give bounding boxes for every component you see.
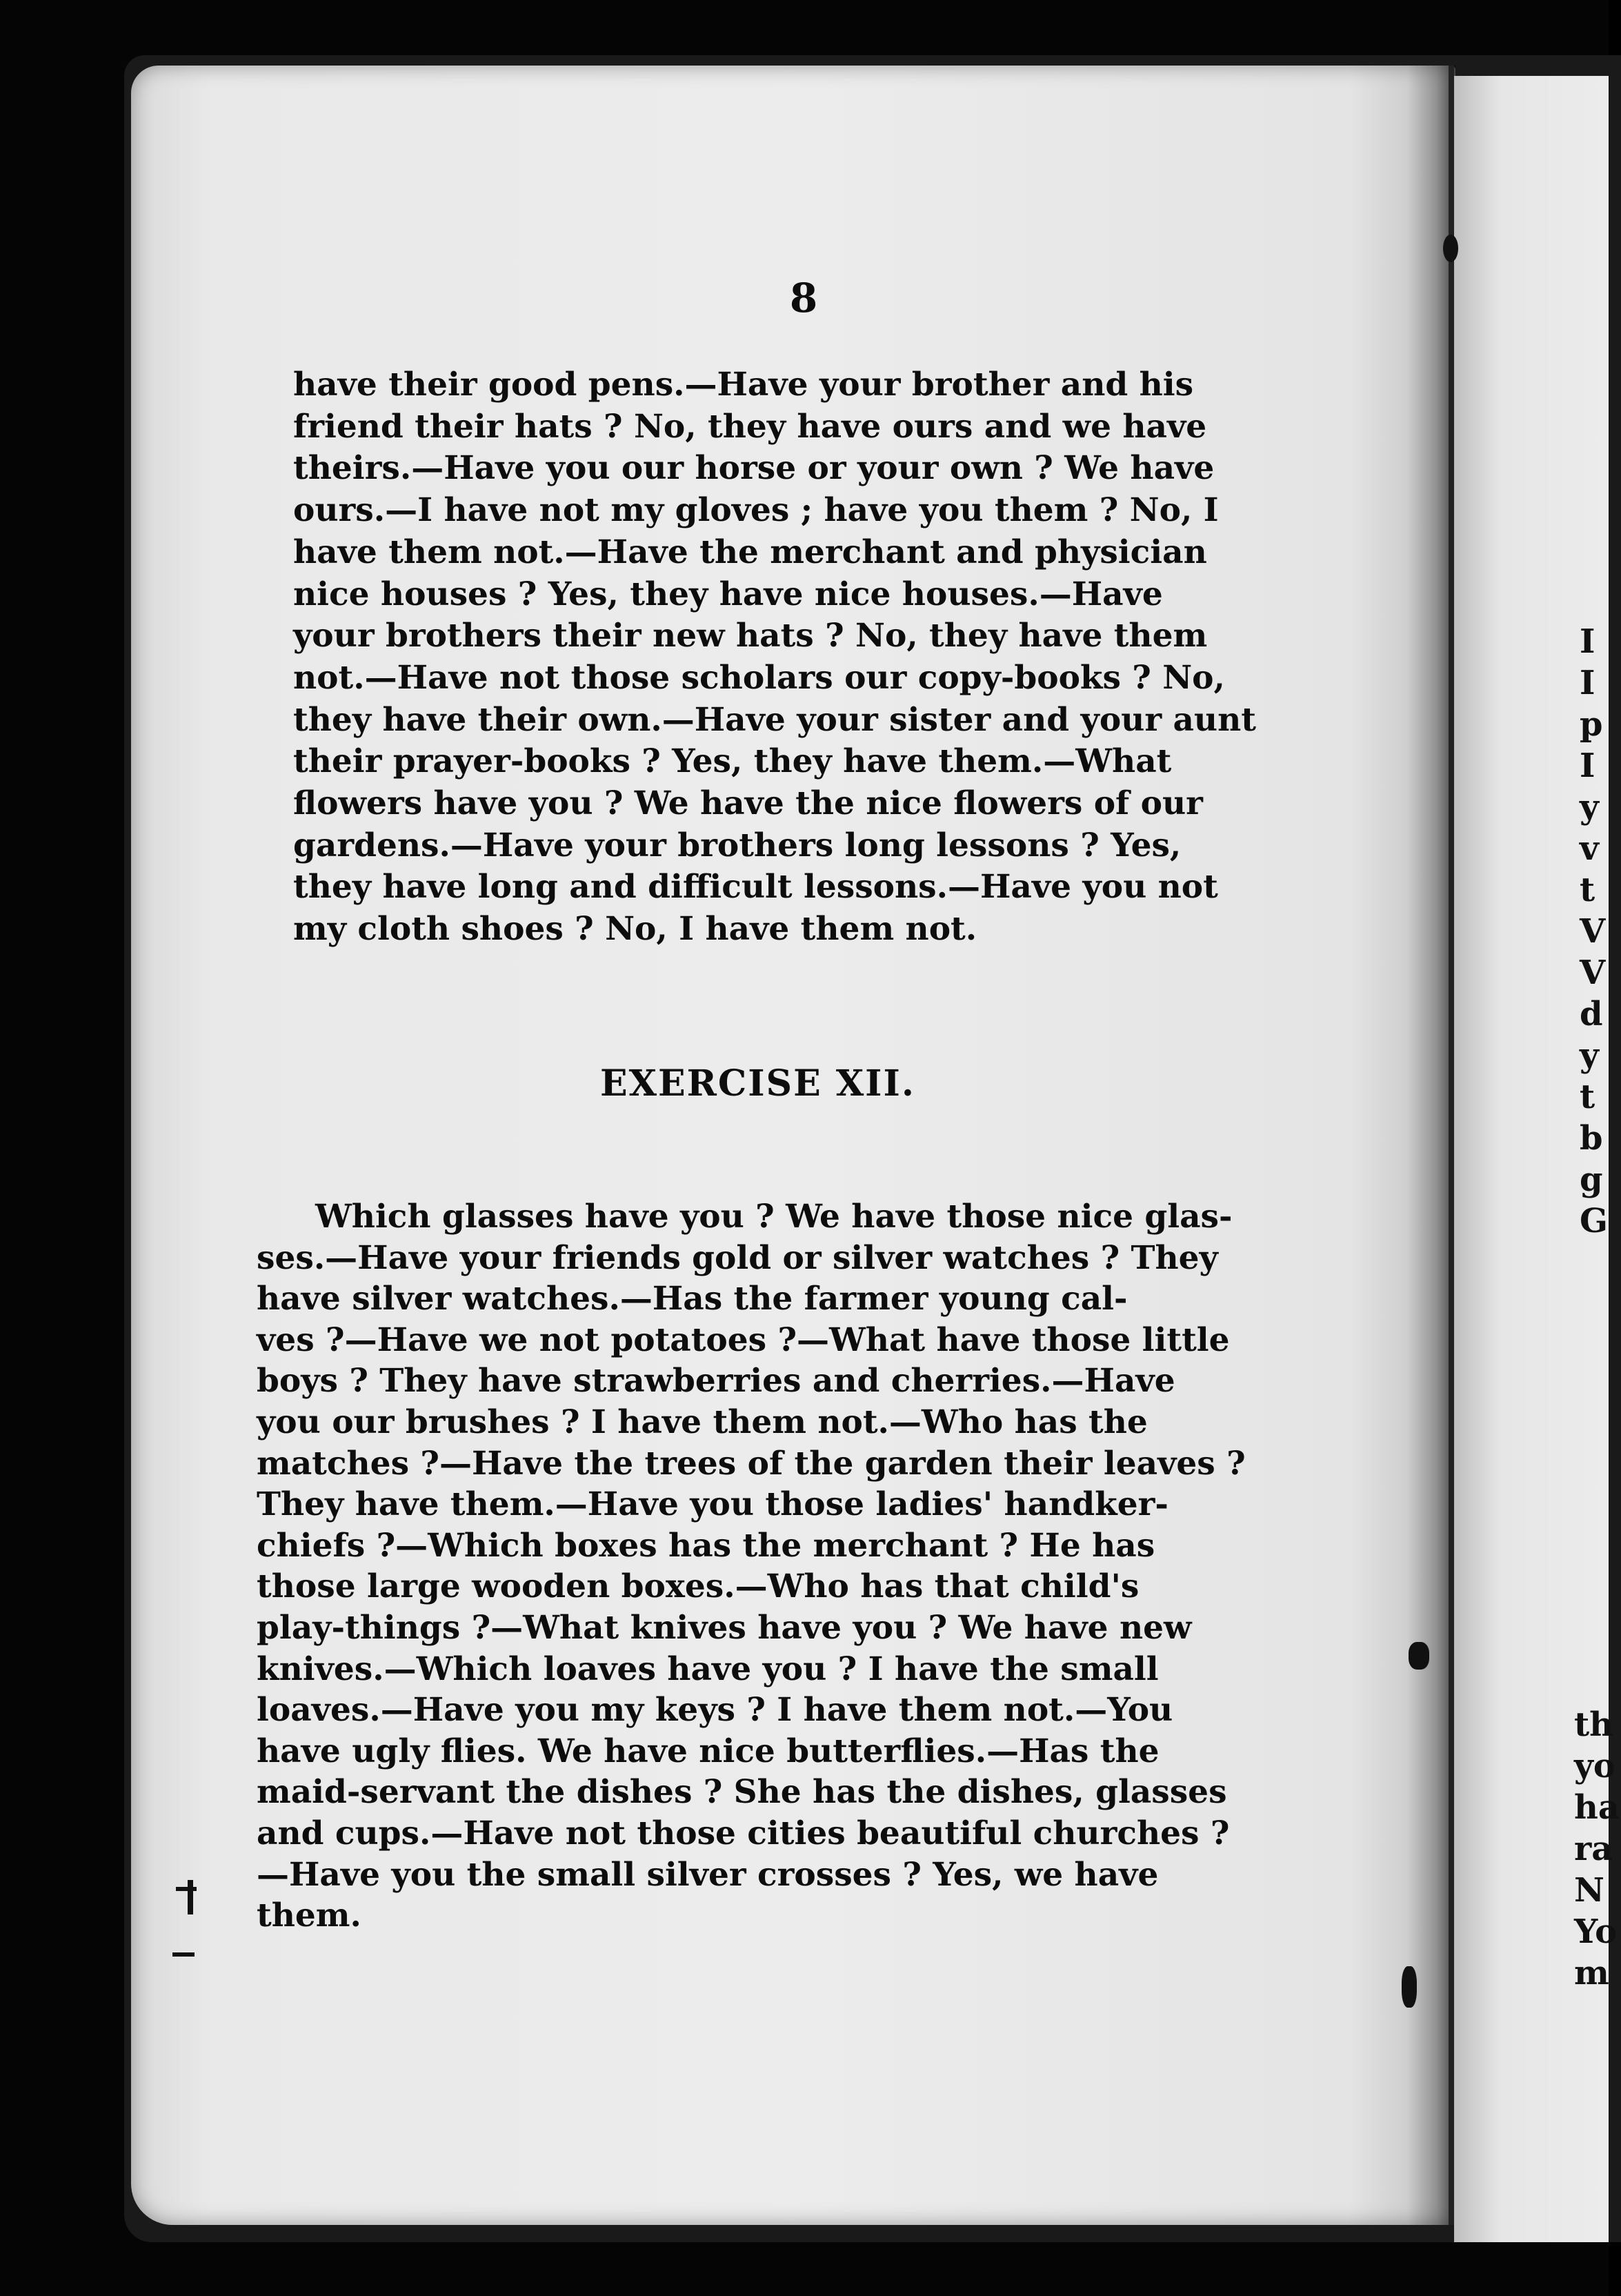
ink-mark-left-2 — [188, 1880, 193, 1914]
adjacent-page-fragments-top: I I p I y v t V V d y t b g G — [1580, 622, 1608, 1240]
ink-mark-left-1 — [176, 1887, 197, 1891]
exercise-heading: EXERCISE XII. — [600, 1062, 915, 1105]
paragraph-2: Which glasses have you ? We have those nice glas- ses.—Have your friends gold or silver watches ? They have silver watches.—Has the farmer young cal- ves ?—Have we not potatoes ?—What have those little boys ? They have strawberries and cherries.—Have you our brushes ? I have them not.—Who has the matches ?—Have the trees of the garden their leaves ? They have them.—Have you those ladies' handker- chiefs ?—Which boxes has the merchant ? He has those large wooden boxes.—Who has that child's play-things ?—What knives have you ? We have new knives.—Which loaves have you ? I have the small loaves.—Have you my keys ? I have them not.—You have ugly flies. We have nice butterflies.—Has the maid-servant the dishes ? She has the dishes, glasses and cups.—Have not those cities beautiful churches ? —Have you the small silver crosses ? Yes, we have them. — [257, 1198, 1246, 1935]
spine-notch-bottom — [1402, 1966, 1417, 2008]
adjacent-page-fragments-bottom: th yo ha ra N Yo m — [1574, 1705, 1620, 1992]
spine-notch-mid — [1409, 1642, 1429, 1670]
page-number: 8 — [789, 275, 818, 321]
paragraph-1: have their good pens.—Have your brother and his friend their hats ? No, they have ours and we have theirs.—Have you our horse or your own ? We have ours.—I have not my gloves ; have you them ? No, I have them not.—Have the merchant and physician nice houses ? Yes, they have nice houses.—Have your brothers their new hats ? No, they have them not.—Have not those scholars our copy-books ? No, they have their own.—Have your sister and your aunt their prayer-books ? Yes, they have them.—What flowers have you ? We have the nice flowers of our gardens.—Have your brothers long lessons ? Yes, they have long and difficult lessons.—Have you not my cloth shoes ? No, I have them not. — [293, 366, 1256, 949]
ink-mark-left-3 — [172, 1952, 195, 1957]
spine-notch-top — [1443, 235, 1458, 262]
book-spine — [1449, 66, 1454, 2225]
